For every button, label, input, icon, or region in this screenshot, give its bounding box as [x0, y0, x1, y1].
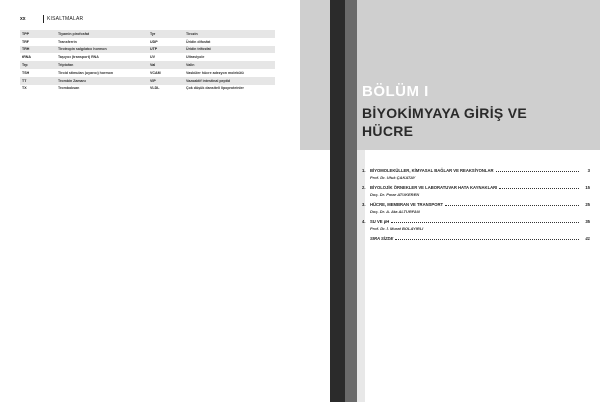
abbreviation-meaning: Ultraviyole [186, 55, 205, 60]
header-divider [43, 15, 44, 23]
toc-page: 15 [585, 185, 590, 190]
abbreviation-meaning: Tromboksan [58, 86, 80, 91]
abbreviation-row [20, 46, 148, 54]
page-number: xx [20, 16, 26, 22]
toc-page: 35 [585, 219, 590, 224]
abbreviation-meaning: Vasküler hücre adezyon molekülü [186, 70, 244, 75]
abbreviation-row [20, 38, 148, 46]
abbreviation: UV [150, 55, 155, 60]
running-header [20, 14, 83, 24]
toc-page: 41 [585, 236, 590, 241]
abbreviation-row [20, 85, 148, 93]
abbreviation-row [148, 30, 275, 38]
abbreviation: TRH [22, 47, 30, 52]
abbreviation-meaning: Vazoaktif intestinal peptid [186, 78, 231, 83]
abbreviation: TSH [22, 70, 30, 75]
toc-leader [445, 204, 579, 206]
toc-title: SU VE pH [370, 219, 390, 224]
abbreviation: TT [22, 78, 27, 83]
abbreviation-row [20, 61, 148, 69]
toc-item[interactable] [362, 168, 590, 180]
abbreviation-meaning: Taşıyıcı (transport) RNA [58, 55, 99, 60]
toc-number: 3. [362, 202, 366, 207]
abbreviation-row [20, 77, 148, 85]
abbreviation-row [148, 61, 275, 69]
abbreviation-row [148, 69, 275, 77]
toc-item[interactable] [362, 219, 590, 231]
toc-author: Prof. Dr. İ. Murat BOLAYIRLI [370, 225, 424, 231]
toc-title: BİYOMOLEKÜLLER, KİMYASAL BAĞLAR VE REAKSİYONLAR [370, 168, 494, 173]
toc-leader [499, 187, 579, 189]
abbreviation-meaning: Tiyamin pirofosfat [58, 31, 90, 36]
abbreviation-row [20, 53, 148, 61]
abbreviation-meaning: Tirozin [186, 31, 198, 36]
abbreviation-meaning: Tiroid stimulan (uyarıcı) hormon [58, 70, 114, 75]
toc-leader [395, 238, 579, 240]
chapter-title-line: HÜCRE [362, 123, 414, 139]
abbreviation-row [148, 85, 275, 93]
toc-author: Prof. Dr. Ufuk ÇAKATAY [370, 174, 416, 180]
abbreviation-meaning: Valin [186, 63, 195, 68]
abbreviation: UTP [150, 47, 158, 52]
toc-page: 25 [585, 202, 590, 207]
abbreviation-row [148, 77, 275, 85]
toc-number: 1. [362, 168, 366, 173]
toc-number: 2. [362, 185, 366, 190]
toc-leader [391, 221, 579, 223]
abbreviation-meaning: Üridin difosfat [186, 39, 211, 44]
chapter-label: BÖLÜM I [362, 83, 429, 100]
toc-title: BİYOLOJİK ÖRNEKLER VE LABORATUVAR HATA KAYNAKLARI [370, 185, 498, 190]
abbreviation: TPP [22, 31, 29, 36]
abbreviation-row [148, 46, 275, 54]
abbreviation: TRF [22, 39, 29, 44]
chapter-title [362, 104, 582, 140]
decorative-strip-dark [330, 0, 345, 402]
abbreviation-row [20, 30, 148, 38]
abbreviation: UDP [150, 39, 158, 44]
toc-author: Doç. Dr. A. Ata ALTURFAN [370, 208, 420, 214]
toc-title: HÜCRE, MEMBRAN VE TRANSPORT [370, 202, 444, 207]
table-of-contents [362, 168, 590, 247]
abbreviation-row [148, 53, 275, 61]
abbreviation-table-left [20, 30, 148, 92]
abbreviation-meaning: Transferrin [58, 39, 77, 44]
abbreviation: Tyr [150, 31, 156, 36]
toc-leader [496, 170, 579, 172]
toc-title: SIRA SİZDE [370, 236, 394, 241]
abbreviation: Val [150, 63, 156, 68]
abbreviation: tRNA [22, 55, 31, 60]
abbreviation-row [148, 38, 275, 46]
abbreviation-meaning: Üridin trifosfat [186, 47, 211, 52]
section-title: KISALTMALAR [47, 16, 84, 22]
abbreviation-table-right [148, 30, 275, 92]
abbreviation-meaning: Trombin Zamanı [58, 78, 86, 83]
abbreviation: Trp [22, 63, 28, 68]
abbreviation: TX [22, 86, 27, 91]
abbreviation: VIP [150, 78, 156, 83]
abbreviation: VCAM [150, 70, 161, 75]
decorative-strip-mid [345, 0, 357, 402]
toc-item[interactable] [362, 185, 590, 197]
toc-number: 4. [362, 219, 366, 224]
right-page [300, 0, 600, 402]
abbreviation-meaning: Çok düşük dansiteli lipoproteinler [186, 86, 244, 91]
toc-item-sira-sizde[interactable] [362, 236, 590, 241]
chapter-title-line: BİYOKİMYAYA GİRİŞ VE [362, 105, 527, 121]
toc-author: Doç. Dr. Pınar ATUKEREN [370, 191, 420, 197]
toc-item[interactable] [362, 202, 590, 214]
toc-page: 3 [587, 168, 590, 173]
abbreviation-meaning: Triptofan [58, 63, 74, 68]
abbreviation-meaning: Tirotropin salgılatıcı hormon [58, 47, 107, 52]
abbreviation-row [20, 69, 148, 77]
abbreviation: VLDL [150, 86, 160, 91]
